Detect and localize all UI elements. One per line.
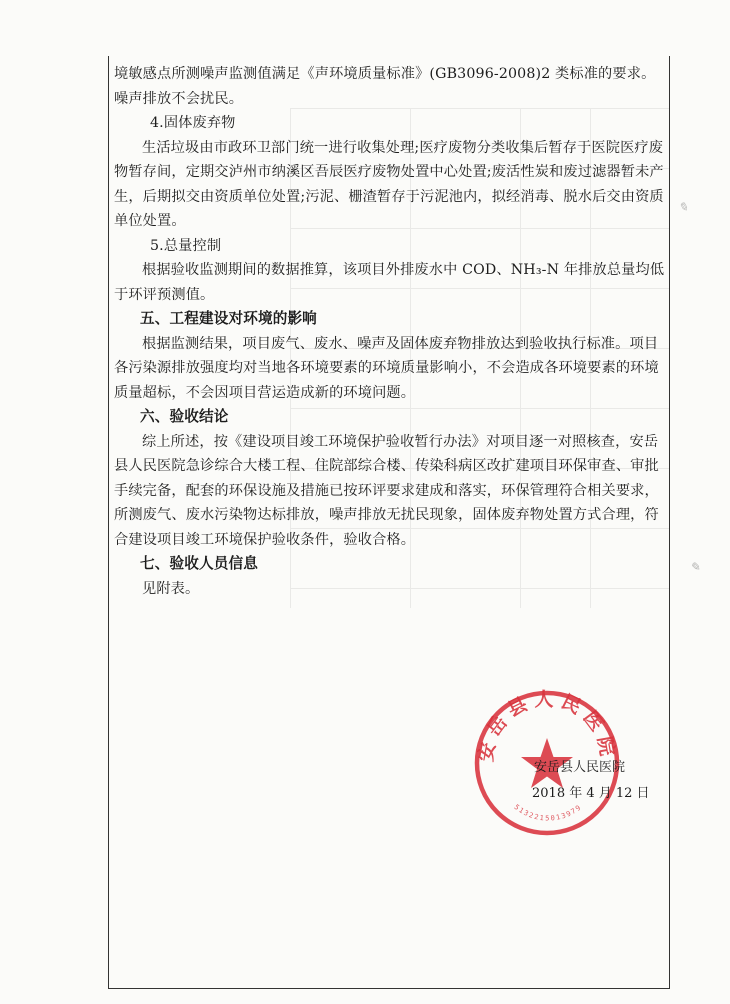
signature-organization: 安岳县人民医院 — [534, 760, 626, 775]
svg-text:5132215013979 — [513, 803, 584, 822]
margin-scribble: ✎ — [677, 199, 689, 215]
document-body — [114, 62, 666, 601]
heading-section-6: 六、验收结论 — [140, 408, 229, 425]
paragraph-noise-continued: 境敏感点所测噪声监测值满足《声环境质量标准》(GB3096-2008)2 类标准的要求。噪声排放不会扰民。 — [114, 66, 656, 107]
seal-code: 5132215013979 — [512, 802, 584, 823]
paragraph-section-6: 综上所述，按《建设项目竣工环境保护验收暂行办法》对项目逐一对照核查，安岳县人民医院急诊综合大楼工程、住院部综合楼、传染科病区改扩建项目环保审查、审批手续完备，配套的环保设施及措施已按环评要求建成和落实，环保管理符合相关要求，所测废气、废水污染物达标排放，噪声排放无扰民现象，固体废弃物处置方式合理，符合建设项目竣工环境保护验收条件，验收合格。 — [114, 433, 659, 548]
margin-scribble: ✎ — [688, 559, 702, 575]
paragraph-section-7: 见附表。 — [142, 580, 200, 597]
signature-date: 2018 年 4 月 12 日 — [532, 786, 650, 801]
heading-section-7: 七、验收人员信息 — [140, 555, 258, 572]
heading-section-5: 五、工程建设对环境的影响 — [140, 310, 317, 327]
paragraph-solid-waste: 生活垃圾由市政环卫部门统一进行收集处理;医疗废物分类收集后暂存于医院医疗废物暂存间，定期交泸州市纳溪区吾辰医疗废物处置中心处置;废活性炭和废过滤器暂未产生，后期拟交由资质单位处置;污泥、栅渣暂存于污泥池内，拟经消毒、脱水后交由资质单位处置。 — [114, 139, 664, 229]
paragraph-total-control: 根据验收监测期间的数据推算，该项目外排废水中 COD、NH₃-N 年排放总量均低于环评预测值。 — [114, 262, 665, 303]
heading-solid-waste: 4.固体废弃物 — [150, 115, 236, 131]
seal-text: 安岳县人民医院 — [474, 688, 620, 764]
heading-total-control: 5.总量控制 — [150, 237, 222, 254]
paragraph-section-5: 根据监测结果，项目废气、废水、噪声及固体废弃物排放达到验收执行标准。项目各污染源排放强度均对当地各环境要素的环境质量影响小，不会造成各环境要素的环境质量超标，不会因项目营运造成新的环境问题。 — [114, 335, 659, 401]
